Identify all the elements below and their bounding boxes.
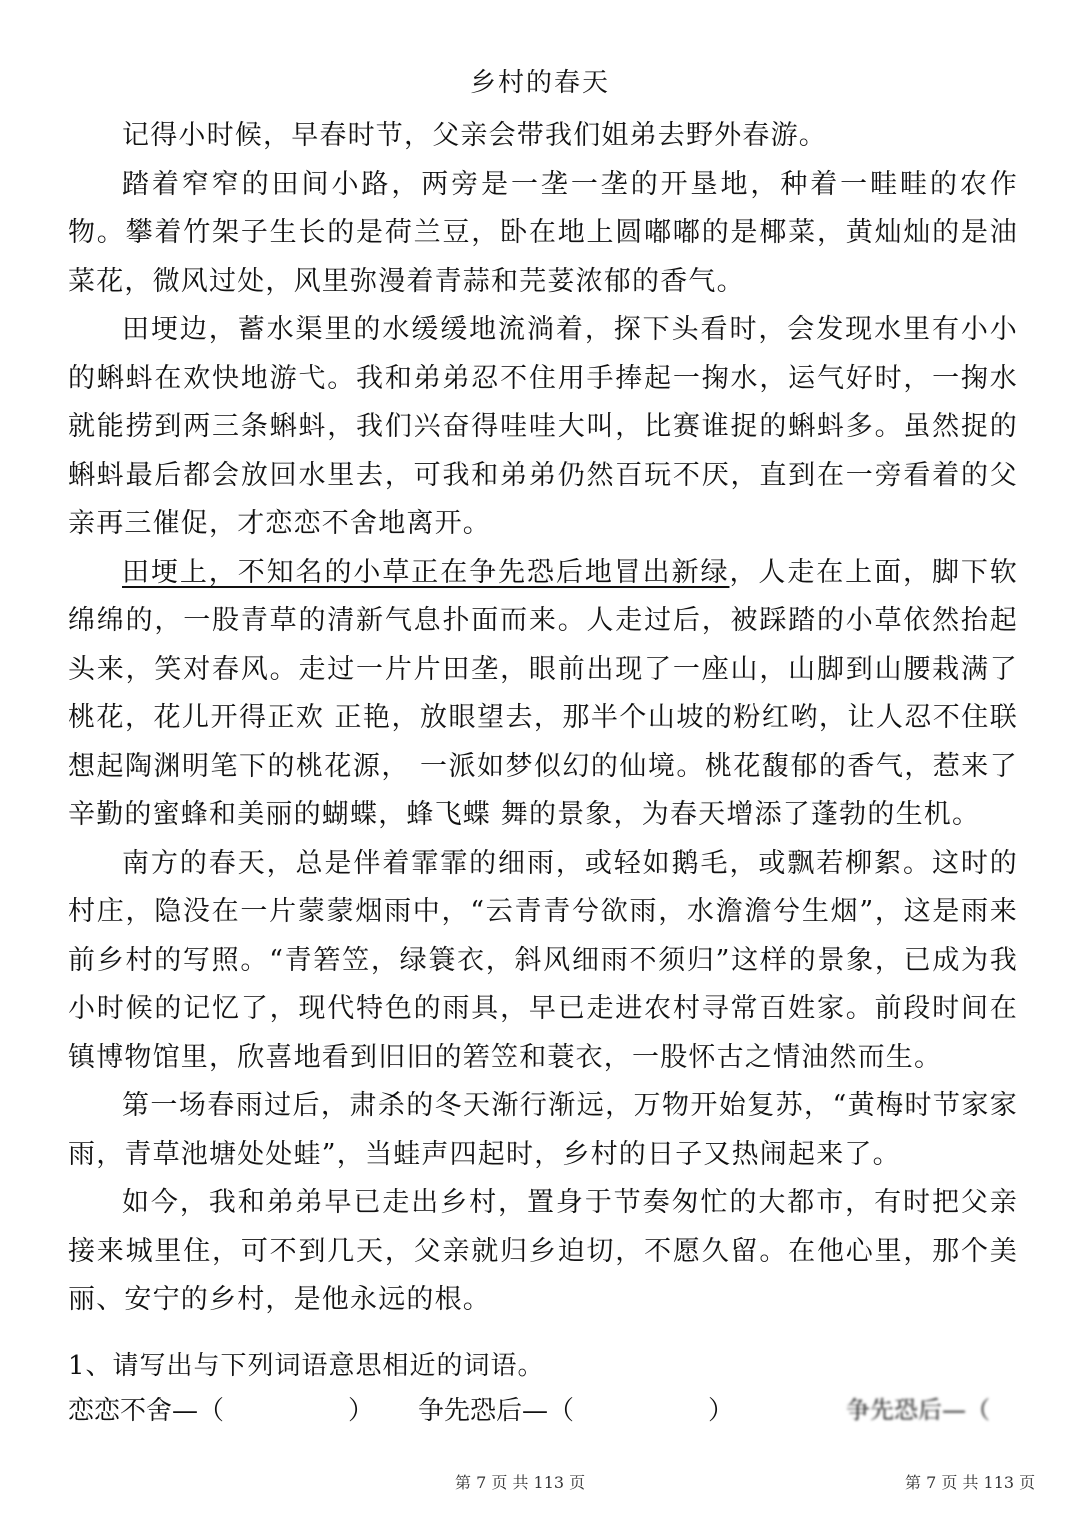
paragraph-4-rest: ，人走在上面，脚下软绵绵的，一股青草的清新气息扑面而来。人走过后，被踩踏的小草依然抬起头来，笑对春风。走过一片片田垄，眼前出现了一座山，山脚到山腰栽满了桃花，花儿开得正欢 正艳，放眼望去，那半个山坡的粉红哟，让人忍不住联想起陶渊明笔下的桃花源， 一派如梦似幻的仙境。桃花馥郁的香气，惹来了辛勤的蜜蜂和美丽的蝴蝶，蜂飞蝶 舞的景象，为春天增添了蓬勃的生机。 bbox=[68, 556, 1019, 830]
answer-row bbox=[68, 1390, 1018, 1434]
answer-item-2: 争先恐后—（ bbox=[418, 1396, 575, 1426]
paragraph-3: 田埂边，蓄水渠里的水缓缓地流淌着，探下头看时，会发现水里有小小的蝌蚪在欢快地游弋。我和弟弟忍不住用手捧起一掬水，运气好时，一掬水就能捞到两三条蝌蚪，我们兴奋得哇哇大叫，比赛谁捉的蝌蚪多。虽然捉的蝌蚪最后都会放回水里去，可我和弟弟仍然百玩不厌，直到在一旁看着的父亲再三催促，才恋恋不舍地离开。 bbox=[68, 314, 1018, 539]
paragraph-2: 踏着窄窄的田间小路，两旁是一垄一垄的开垦地，种着一畦畦的农作物。攀着竹架子生长的是荷兰豆，卧在地上圆嘟嘟的是椰菜，黄灿灿的是油菜花，微风过处，风里弥漫着青蒜和芫荽浓郁的香气。 bbox=[68, 168, 1018, 297]
page-footer-left: 第 7 页 共 113 页 bbox=[455, 1473, 586, 1492]
article-body bbox=[68, 112, 1018, 1325]
answer-item-1: 恋恋不舍—（ bbox=[68, 1396, 225, 1426]
article-title: 乡村的春天 bbox=[469, 68, 610, 98]
question-1: 1、请写出与下列词语意思相近的词语。 bbox=[68, 1351, 545, 1381]
paragraph-6: 第一场春雨过后，肃杀的冬天渐行渐远，万物开始复苏，“黄梅时节家家雨，青草池塘处处蛙”，当蛙声四起时，乡村的日子又热闹起来了。 bbox=[68, 1090, 1018, 1170]
answer-item-3: 争先恐后—（ bbox=[846, 1396, 990, 1424]
underlined-sentence: 田埂上，不知名的小草正在争先恐后地冒出新绿 bbox=[122, 556, 730, 588]
paragraph-1: 记得小时候，早春时节，父亲会带我们姐弟去野外春游。 bbox=[122, 120, 827, 151]
answer-close-2: ） bbox=[708, 1396, 735, 1426]
paragraph-7: 如今，我和弟弟早已走出乡村，置身于节奏匆忙的大都市，有时把父亲接来城里住，可不到几天，父亲就归乡迫切，不愿久留。在他心里，那个美丽、安宁的乡村，是他永远的根。 bbox=[68, 1187, 1018, 1315]
answer-close-1: ） bbox=[348, 1396, 375, 1426]
page-footer-right: 第 7 页 共 113 页 bbox=[905, 1473, 1036, 1492]
paragraph-4 bbox=[68, 549, 1018, 840]
paragraph-5: 南方的春天，总是伴着霏霏的细雨，或轻如鹅毛，或飘若柳絮。这时的村庄，隐没在一片蒙蒙烟雨中，“云青青兮欲雨，水澹澹兮生烟”，这是雨来前乡村的写照。“青箬笠，绿簑衣，斜风细雨不须归”这样的景象，已成为我小时候的记忆了，现代特色的雨具，早已走进农村寻常百姓家。前段时间在镇博物馆里，欣喜地看到旧旧的箬笠和蓑衣，一股怀古之情油然而生。 bbox=[68, 847, 1018, 1073]
